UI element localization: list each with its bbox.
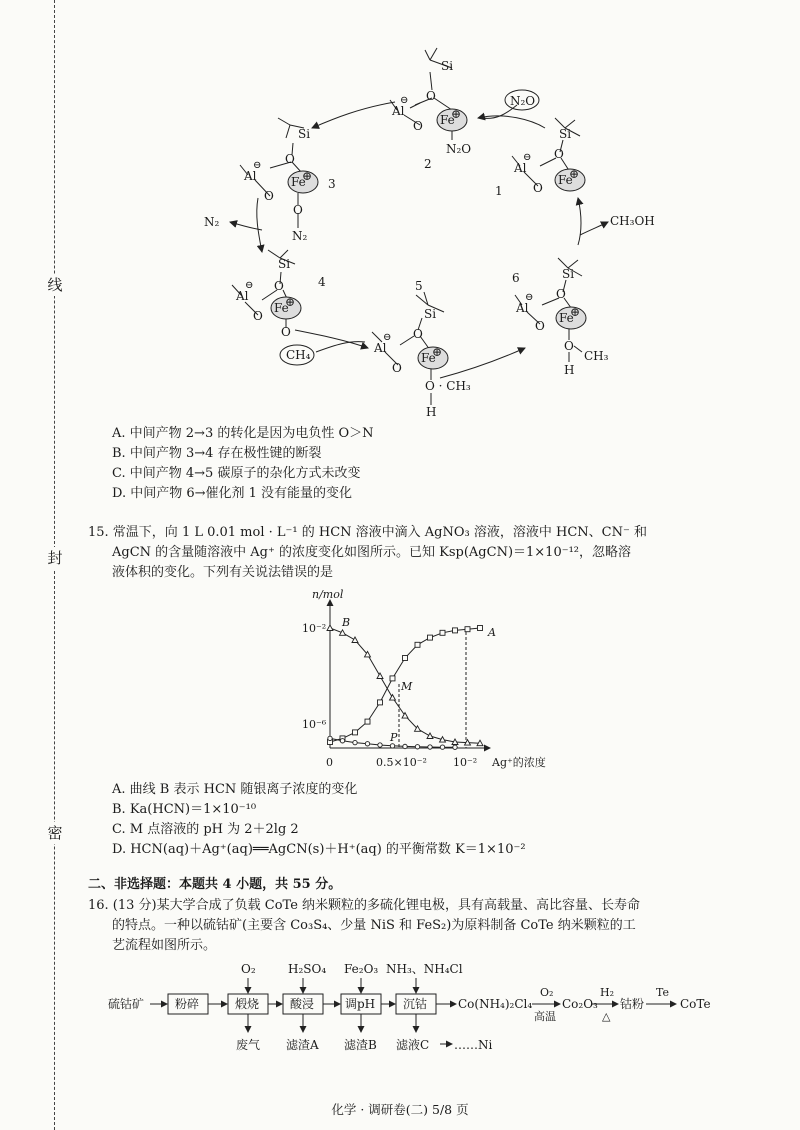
svg-text:O: O: [533, 181, 543, 195]
svg-text:Al: Al: [374, 341, 387, 355]
svg-text:O: O: [535, 319, 545, 333]
point-label-p: P: [390, 731, 398, 744]
series-p-point: [428, 745, 432, 749]
series-p-point: [353, 740, 357, 744]
svg-text:Al: Al: [514, 161, 527, 175]
chart-ytick-1: 10⁻²: [302, 622, 327, 635]
q14-option-b: B. 中间产物 3→4 存在极性键的断裂: [112, 446, 322, 461]
series-a-point: [440, 630, 445, 635]
svg-text:6: 6: [512, 271, 520, 285]
series-p-point: [403, 744, 407, 748]
svg-text:O: O: [413, 327, 423, 341]
svg-text:Fe: Fe: [274, 301, 289, 315]
series-p-point: [390, 744, 394, 748]
series-a-point: [415, 642, 420, 647]
svg-text:5: 5: [415, 279, 423, 293]
svg-text:O: O: [413, 119, 423, 133]
svg-text:Fe: Fe: [421, 351, 436, 365]
svg-text:Fe: Fe: [558, 173, 573, 187]
series-p-point: [440, 745, 444, 749]
q15-chart: [290, 588, 590, 783]
q14-option-c: C. 中间产物 4→5 碳原子的杂化方式未改变: [112, 466, 361, 481]
chart-ylabel: n/mol: [312, 588, 344, 601]
svg-text:⊖: ⊖: [523, 152, 532, 163]
svg-text:⊕: ⊕: [285, 295, 296, 309]
svg-text:O: O: [285, 152, 295, 166]
series-a-point: [353, 730, 358, 735]
series-a-point: [478, 626, 483, 631]
point-label-m: M: [401, 680, 413, 693]
svg-text:Fe: Fe: [559, 311, 574, 325]
svg-text:H₂: H₂: [600, 986, 615, 999]
svg-text:Si: Si: [278, 257, 291, 271]
series-p-point: [340, 739, 344, 743]
svg-text:O: O: [564, 339, 574, 353]
series-b-point: [377, 673, 383, 679]
svg-text:O: O: [392, 361, 402, 375]
q15-stem-line3: 液体积的变化。下列有关说法错误的是: [112, 565, 334, 580]
svg-text:Al: Al: [516, 301, 529, 315]
series-b-point: [340, 630, 346, 636]
q15-option-c: C. M 点溶液的 pH 为 2＋2lg 2: [112, 822, 299, 837]
q15-stem-line1: 15. 常温下，向 1 L 0.01 mol · L⁻¹ 的 HCN 溶液中滴入 AgNO₃ 溶液，溶液中 HCN、CN⁻ 和: [88, 525, 647, 540]
svg-text:⊖: ⊖: [245, 280, 254, 291]
svg-text:O: O: [281, 325, 291, 339]
n2o-reactant: N₂O: [510, 94, 536, 108]
flow-step-precipitate: 沉钴: [403, 997, 428, 1011]
svg-text:Si: Si: [441, 59, 454, 73]
q15-option-d: D. HCN(aq)＋Ag⁺(aq)══AgCN(s)＋H⁺(aq) 的平衡常数 K＝1×10⁻²: [112, 842, 526, 857]
svg-text:4: 4: [318, 275, 326, 289]
flow-step-roast: 煅烧: [235, 997, 260, 1011]
series-a-point: [390, 676, 395, 681]
svg-text:Fe: Fe: [291, 175, 306, 189]
series-label-b: B: [342, 616, 351, 629]
process-flowchart: [100, 958, 740, 1058]
svg-text:⊕: ⊕: [451, 107, 462, 121]
flow-product-1: Co(NH₄)₂Cl₄: [458, 997, 533, 1011]
series-b-point: [390, 695, 396, 701]
svg-text:2: 2: [424, 157, 432, 171]
flow-start: 硫钴矿: [108, 997, 145, 1011]
svg-text:N₂: N₂: [292, 229, 308, 243]
svg-text:O: O: [556, 287, 566, 301]
series-p-point: [378, 743, 382, 747]
q14-option-a: A. 中间产物 2→3 的转化是因为电负性 O＞N: [112, 426, 374, 441]
ch3oh-product: CH₃OH: [610, 214, 655, 228]
flow-output-filtrate-c: 滤液C: [396, 1038, 430, 1052]
n2-product: N₂: [204, 215, 220, 229]
flow-step-adjust-ph: 调pH: [345, 997, 376, 1011]
flow-product-4: CoTe: [680, 997, 711, 1011]
series-a-point: [403, 656, 408, 661]
q15-option-b: B. Ka(HCN)＝1×10⁻¹⁰: [112, 802, 257, 817]
flow-step-crush: 粉碎: [175, 997, 200, 1011]
flow-step-acid-leach: 酸浸: [290, 997, 315, 1011]
svg-text:O: O: [253, 309, 263, 323]
margin-label-line: 线: [44, 274, 66, 296]
flow-product-2: Co₂O₃: [562, 997, 598, 1011]
svg-text:O: O: [293, 203, 303, 217]
series-a-point: [453, 628, 458, 633]
chart-xlabel: Ag⁺的浓度: [492, 756, 546, 769]
chart-xtick-1: 0.5×10⁻²: [376, 756, 427, 769]
svg-text:Al: Al: [244, 169, 257, 183]
svg-text:Si: Si: [562, 267, 575, 281]
section-two-heading: 二、非选择题：本题共 4 小题，共 55 分。: [88, 877, 342, 892]
q15-stem-line2: AgCN 的含量随溶液中 Ag⁺ 的浓度变化如图所示。已知 Ksp(AgCN)＝1×10⁻¹²，忽略溶: [112, 545, 632, 560]
flow-reagent-nh3: NH₃、NH₄Cl: [386, 962, 463, 976]
q14-option-d: D. 中间产物 6→催化剂 1 没有能量的变化: [112, 486, 353, 501]
q15-option-a: A. 曲线 B 表示 HCN 随银离子浓度的变化: [112, 782, 358, 797]
page-footer: 化学 · 调研卷(二) 5/8 页: [331, 1102, 469, 1117]
margin-label-secret: 密: [44, 822, 66, 844]
svg-text:1: 1: [495, 184, 503, 198]
svg-text:高温: 高温: [534, 1010, 556, 1023]
svg-text:3: 3: [328, 177, 336, 191]
svg-text:Te: Te: [656, 986, 669, 999]
flow-reagent-o2: O₂: [241, 962, 256, 976]
svg-text:⊕: ⊕: [432, 345, 443, 359]
svg-text:O: O: [274, 279, 284, 293]
chart-xtick-0: 0: [326, 756, 333, 769]
series-a-point: [428, 635, 433, 640]
catalytic-cycle-diagram: [0, 0, 800, 425]
svg-text:CH₃: CH₃: [584, 349, 609, 363]
flow-output-gas: 废气: [236, 1038, 261, 1052]
svg-text:⊖: ⊖: [400, 95, 409, 106]
svg-text:⊖: ⊖: [383, 332, 392, 343]
series-b-point: [427, 733, 433, 739]
svg-text:H: H: [564, 363, 575, 377]
series-a-point: [365, 719, 370, 724]
flow-reagent-fe2o3: Fe₂O₃: [344, 962, 379, 976]
flow-ni: ……Ni: [454, 1038, 493, 1052]
series-p-point: [453, 745, 457, 749]
svg-text:⊕: ⊕: [570, 305, 581, 319]
svg-text:Si: Si: [559, 127, 572, 141]
chart-xtick-2: 10⁻²: [453, 756, 478, 769]
series-p-point: [415, 745, 419, 749]
series-a-point: [465, 627, 470, 632]
series-b-point: [327, 625, 333, 631]
q16-stem-line2: 的特点。一种以硫钴矿(主要含 Co₃S₄、少量 NiS 和 FeS₂)为原料制备 CoTe 纳米颗粒的工: [112, 918, 636, 933]
svg-text:O: O: [426, 89, 436, 103]
svg-text:⊕: ⊕: [302, 169, 313, 183]
svg-text:Al: Al: [392, 104, 405, 118]
svg-text:Fe: Fe: [440, 113, 455, 127]
svg-text:⊕: ⊕: [569, 167, 580, 181]
series-b-point: [352, 637, 358, 643]
svg-text:Si: Si: [298, 127, 311, 141]
svg-text:O₂: O₂: [540, 986, 554, 999]
svg-text:O: O: [554, 147, 564, 161]
svg-text:⊖: ⊖: [253, 160, 262, 171]
svg-text:⊖: ⊖: [525, 292, 534, 303]
chart-ytick-2: 10⁻⁶: [302, 718, 327, 731]
svg-text:Si: Si: [424, 307, 437, 321]
flow-output-residue-a: 滤渣A: [286, 1038, 319, 1052]
svg-text:△: △: [602, 1010, 611, 1023]
margin-label-seal: 封: [44, 547, 66, 569]
q16-stem-line3: 艺流程如图所示。: [112, 938, 217, 953]
svg-text:O · CH₃: O · CH₃: [425, 379, 471, 393]
ch4-reactant: CH₄: [286, 348, 311, 362]
svg-text:Al: Al: [236, 289, 249, 303]
flow-output-residue-b: 滤渣B: [344, 1038, 377, 1052]
svg-text:N₂O: N₂O: [446, 142, 472, 156]
flow-product-3: 钴粉: [620, 997, 645, 1011]
svg-text:H: H: [426, 405, 437, 419]
svg-text:O: O: [264, 189, 274, 203]
series-label-a: A: [488, 626, 496, 639]
series-p-point: [328, 736, 332, 740]
q16-stem-line1: 16. (13 分)某大学合成了负载 CoTe 纳米颗粒的多硫化锂电极，具有高载量、高比容量、长寿命: [88, 898, 641, 913]
flow-reagent-h2so4: H₂SO₄: [288, 962, 327, 976]
series-a-point: [378, 700, 383, 705]
series-p-point: [365, 742, 369, 746]
